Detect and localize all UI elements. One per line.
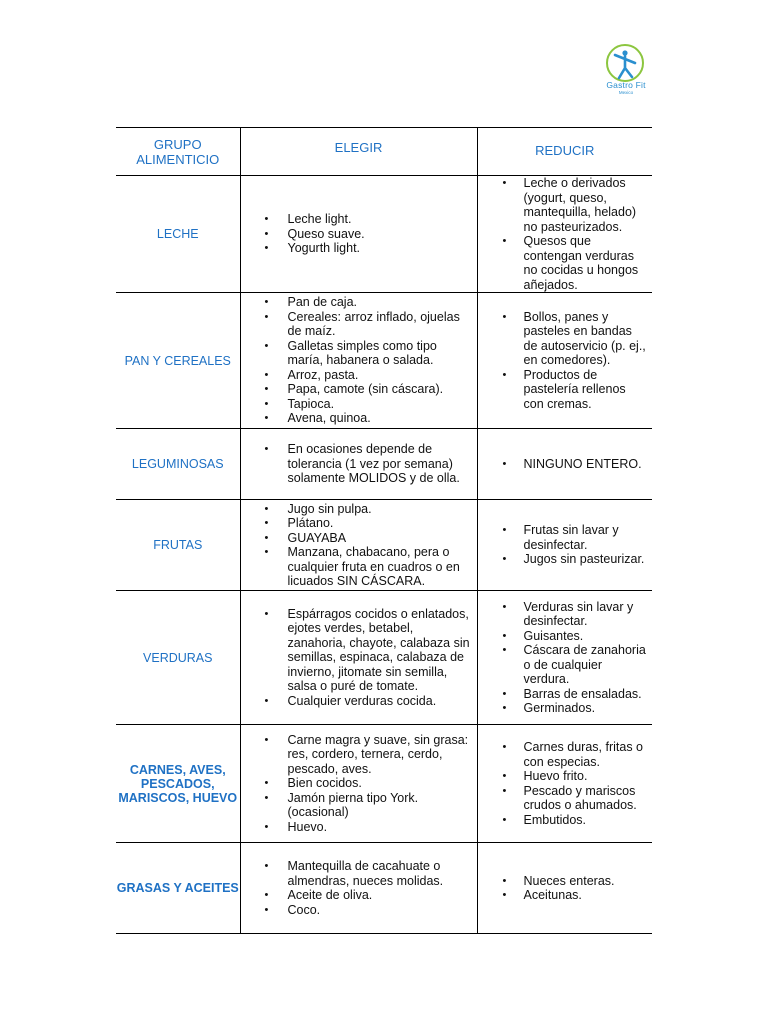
table-row <box>116 500 652 591</box>
list-item: • Cereales: arroz inflado, ojuelas de maíz. <box>241 310 471 339</box>
list-item: • Queso suave. <box>241 227 471 242</box>
bullet-list <box>241 607 477 709</box>
table-row <box>116 293 652 429</box>
list-item: • Huevo. <box>241 820 471 835</box>
table-row <box>116 429 652 500</box>
list-item: • Mantequilla de cacahuate o almendras, nueces molidas. <box>241 859 471 888</box>
table-row <box>116 725 652 843</box>
list-item: • GUAYABA <box>241 531 471 546</box>
list-item: • Papa, camote (sin cáscara). <box>241 382 471 397</box>
list-item: • Huevo frito. <box>478 769 647 784</box>
bullet-list <box>241 502 477 589</box>
list-item: • Frutas sin lavar y desinfectar. <box>478 523 647 552</box>
bullet-list <box>478 457 653 472</box>
group-cell: FRUTAS <box>116 500 240 591</box>
bullet-list <box>478 176 653 292</box>
table-row <box>116 591 652 725</box>
header-group: GRUPO ALIMENTICIO <box>116 128 240 176</box>
group-cell: PAN Y CEREALES <box>116 293 240 429</box>
list-item: • Galletas simples como tipo maría, habanera o salada. <box>241 339 471 368</box>
group-cell: LECHE <box>116 176 240 293</box>
group-cell: LEGUMINOSAS <box>116 429 240 500</box>
list-item: • Carnes duras, fritas o con especias. <box>478 740 647 769</box>
choose-cell <box>240 500 477 591</box>
list-item: • Avena, quinoa. <box>241 411 471 426</box>
group-cell: GRASAS Y ACEITES <box>116 843 240 934</box>
reduce-cell <box>477 500 652 591</box>
list-item: • Aceitunas. <box>478 888 647 903</box>
list-item: • Plátano. <box>241 516 471 531</box>
list-item: • Yogurth light. <box>241 241 471 256</box>
food-group-table <box>116 127 652 934</box>
reduce-cell <box>477 429 652 500</box>
list-item: • Aceite de oliva. <box>241 888 471 903</box>
reduce-cell <box>477 293 652 429</box>
list-item: • Arroz, pasta. <box>241 368 471 383</box>
list-item: • Nueces enteras. <box>478 874 647 889</box>
bullet-list <box>478 523 653 567</box>
list-item: • Pan de caja. <box>241 295 471 310</box>
list-item: • Espárragos cocidos o enlatados, ejotes verdes, betabel, zanahoria, chayote, calabaza sin semillas, espinaca, calabaza de invierno, jitomate sin semilla, salsa o puré de tomate. <box>241 607 471 694</box>
table-row <box>116 176 652 293</box>
list-item: • Barras de ensaladas. <box>478 687 647 702</box>
bullet-list <box>241 733 477 835</box>
list-item: • Coco. <box>241 903 471 918</box>
list-item: • Jugo sin pulpa. <box>241 502 471 517</box>
list-item: • Verduras sin lavar y desinfectar. <box>478 600 647 629</box>
choose-cell <box>240 176 477 293</box>
list-item: • Leche o derivados (yogurt, queso, mantequilla, helado) no pasteurizados. <box>478 176 647 234</box>
header-row <box>116 128 652 176</box>
list-item: • Productos de pastelería rellenos con cremas. <box>478 368 647 412</box>
list-item: • Cualquier verduras cocida. <box>241 694 471 709</box>
list-item: • En ocasiones depende de tolerancia (1 vez por semana) solamente MOLIDOS y de olla. <box>241 442 471 486</box>
choose-cell <box>240 591 477 725</box>
table-row <box>116 843 652 934</box>
reduce-cell <box>477 176 652 293</box>
list-item: • Jugos sin pasteurizar. <box>478 552 647 567</box>
list-item: • Pescado y mariscos crudos o ahumados. <box>478 784 647 813</box>
logo-title: Gastro Fit <box>606 80 646 90</box>
choose-cell <box>240 429 477 500</box>
bullet-list <box>478 874 653 903</box>
list-item: • Bollos, panes y pasteles en bandas de autoservicio (p. ej., en comedores). <box>478 310 647 368</box>
list-item: • Bien cocidos. <box>241 776 471 791</box>
choose-cell <box>240 293 477 429</box>
header-choose: ELEGIR <box>240 128 477 176</box>
group-cell: VERDURAS <box>116 591 240 725</box>
reduce-cell <box>477 591 652 725</box>
bullet-list <box>241 295 477 426</box>
reduce-cell <box>477 725 652 843</box>
list-item: • Manzana, chabacano, pera o cualquier fruta en cuadros o en licuados SIN CÁSCARA. <box>241 545 471 589</box>
gastro-fit-logo <box>604 44 648 100</box>
list-item: • Leche light. <box>241 212 471 227</box>
reduce-cell <box>477 843 652 934</box>
group-cell: CARNES, AVES, PESCADOS, MARISCOS, HUEVO <box>116 725 240 843</box>
header-reduce: REDUCIR <box>477 128 652 176</box>
bullet-list <box>241 859 477 917</box>
bullet-list <box>478 600 653 716</box>
list-item: • Germinados. <box>478 701 647 716</box>
list-item: • Cáscara de zanahoria o de cualquier verdura. <box>478 643 647 687</box>
choose-cell <box>240 843 477 934</box>
list-item: • Carne magra y suave, sin grasa: res, cordero, ternera, cerdo, pescado, aves. <box>241 733 471 777</box>
list-item: • Quesos que contengan verduras no cocidas u hongos añejados. <box>478 234 647 292</box>
list-item: • Jamón pierna tipo York. (ocasional) <box>241 791 471 820</box>
bullet-list <box>478 740 653 827</box>
choose-cell <box>240 725 477 843</box>
list-item: • Embutidos. <box>478 813 647 828</box>
logo-subtitle: Mexico <box>618 90 634 95</box>
bullet-list <box>478 310 653 412</box>
bullet-list <box>241 212 477 256</box>
list-item: • NINGUNO ENTERO. <box>478 457 647 472</box>
list-item: • Guisantes. <box>478 629 647 644</box>
list-item: • Tapioca. <box>241 397 471 412</box>
bullet-list <box>241 442 477 486</box>
